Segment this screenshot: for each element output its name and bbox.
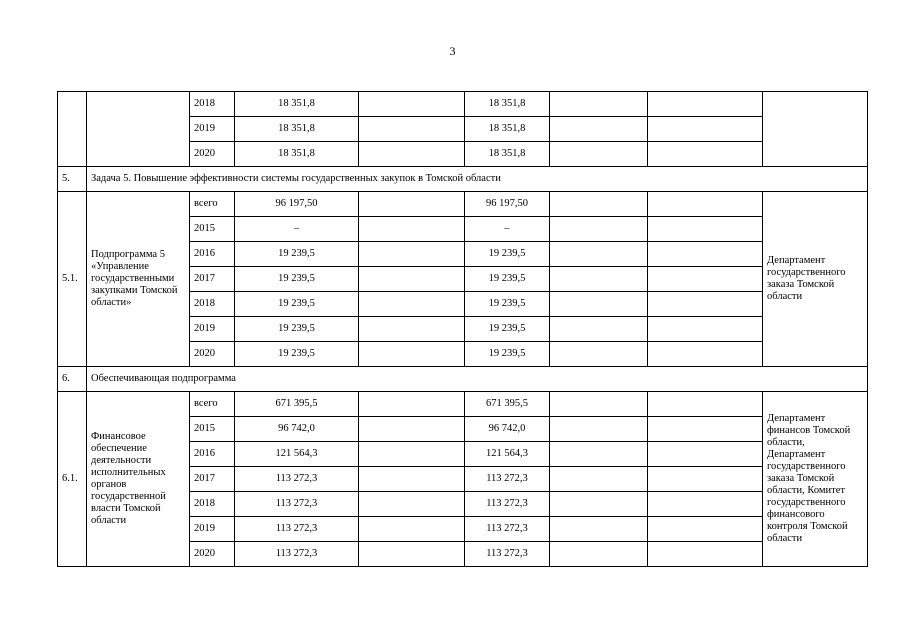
cell-other	[648, 467, 763, 492]
cell-other	[648, 217, 763, 242]
cell-federal	[359, 217, 465, 242]
cell-federal	[359, 92, 465, 117]
cell-year: 2015	[190, 417, 235, 442]
cell-local	[550, 517, 648, 542]
cell-local	[550, 142, 648, 167]
cell-regional: 19 239,5	[465, 292, 550, 317]
cell-federal	[359, 192, 465, 217]
task-number: 5.	[58, 167, 87, 192]
cell-total: 96 197,50	[235, 192, 359, 217]
cell-regional: 671 395,5	[465, 392, 550, 417]
cell-local	[550, 492, 648, 517]
responsible-executor: Департамент финансов Томской области, Департамент государственного заказа Томской области, Комитет государственного финансового контроля Томской области	[763, 392, 868, 567]
task-title: Обеспечивающая подпрограмма	[87, 367, 868, 392]
table-row	[58, 192, 868, 217]
cell-regional: 96 197,50	[465, 192, 550, 217]
cell-total: 18 351,8	[235, 117, 359, 142]
cell-year: всего	[190, 192, 235, 217]
cell-regional: 113 272,3	[465, 542, 550, 567]
cell-year: 2019	[190, 117, 235, 142]
subprogram-name: Подпрограмма 5 «Управление государственными закупками Томской области»	[87, 192, 190, 367]
cell-year: 2016	[190, 242, 235, 267]
cell-local	[550, 267, 648, 292]
cell-other	[648, 142, 763, 167]
cell-total: 19 239,5	[235, 267, 359, 292]
cell-local	[550, 317, 648, 342]
cell-other	[648, 542, 763, 567]
cell-other	[648, 117, 763, 142]
subprogram-number: 5.1.	[58, 192, 87, 367]
cell-local	[550, 467, 648, 492]
cell-federal	[359, 417, 465, 442]
cell-year: 2018	[190, 292, 235, 317]
cell-other	[648, 392, 763, 417]
table-row	[58, 392, 868, 417]
cell-federal	[359, 117, 465, 142]
cell-other	[648, 92, 763, 117]
cell-regional: 19 239,5	[465, 317, 550, 342]
cell-federal	[359, 392, 465, 417]
subprogram-number: 6.1.	[58, 392, 87, 567]
cell-other	[648, 267, 763, 292]
cell-regional: 18 351,8	[465, 117, 550, 142]
cell-regional: 19 239,5	[465, 267, 550, 292]
cell-year: 2017	[190, 467, 235, 492]
cell-responsible	[763, 92, 868, 167]
cell-regional: 18 351,8	[465, 142, 550, 167]
cell-total: 113 272,3	[235, 467, 359, 492]
page-number: 3	[449, 44, 456, 58]
cell-other	[648, 192, 763, 217]
cell-federal	[359, 142, 465, 167]
cell-federal	[359, 267, 465, 292]
cell-total: 96 742,0	[235, 417, 359, 442]
cell-federal	[359, 242, 465, 267]
cell-federal	[359, 292, 465, 317]
cell-year: 2017	[190, 267, 235, 292]
cell-regional: 19 239,5	[465, 342, 550, 367]
cell-regional: –	[465, 217, 550, 242]
cell-federal	[359, 517, 465, 542]
cell-other	[648, 242, 763, 267]
cell-total: 113 272,3	[235, 542, 359, 567]
cell-total: 18 351,8	[235, 142, 359, 167]
cell-regional: 113 272,3	[465, 492, 550, 517]
cell-local	[550, 117, 648, 142]
table-row	[58, 92, 868, 117]
cell-local	[550, 542, 648, 567]
cell-year: 2019	[190, 317, 235, 342]
cell-total: 113 272,3	[235, 517, 359, 542]
cell-total: 19 239,5	[235, 317, 359, 342]
cell-federal	[359, 542, 465, 567]
cell-year: 2020	[190, 342, 235, 367]
cell-federal	[359, 492, 465, 517]
cell-other	[648, 492, 763, 517]
cell-total: –	[235, 217, 359, 242]
cell-other	[648, 442, 763, 467]
cell-total: 19 239,5	[235, 342, 359, 367]
cell-year: 2018	[190, 492, 235, 517]
cell-regional: 113 272,3	[465, 517, 550, 542]
subprogram-name: Финансовое обеспечение деятельности исполнительных органов государственной власти Томской области	[87, 392, 190, 567]
budget-table	[57, 91, 868, 567]
cell-total: 121 564,3	[235, 442, 359, 467]
cell-year: 2018	[190, 92, 235, 117]
cell-federal	[359, 317, 465, 342]
cell-total: 18 351,8	[235, 92, 359, 117]
cell-other	[648, 417, 763, 442]
cell-other	[648, 292, 763, 317]
responsible-executor: Департамент государственного заказа Томской области	[763, 192, 868, 367]
cell-local	[550, 342, 648, 367]
cell-year: всего	[190, 392, 235, 417]
cell-regional: 19 239,5	[465, 242, 550, 267]
cell-name	[87, 92, 190, 167]
cell-local	[550, 417, 648, 442]
cell-local	[550, 292, 648, 317]
task-row	[58, 367, 868, 392]
cell-total: 19 239,5	[235, 292, 359, 317]
cell-federal	[359, 442, 465, 467]
cell-federal	[359, 342, 465, 367]
cell-year: 2019	[190, 517, 235, 542]
cell-local	[550, 92, 648, 117]
task-title: Задача 5. Повышение эффективности системы государственных закупок в Томской области	[87, 167, 868, 192]
cell-other	[648, 342, 763, 367]
cell-year: 2020	[190, 142, 235, 167]
cell-regional: 113 272,3	[465, 467, 550, 492]
task-row	[58, 167, 868, 192]
cell-total: 113 272,3	[235, 492, 359, 517]
cell-other	[648, 317, 763, 342]
cell-other	[648, 517, 763, 542]
cell-total: 671 395,5	[235, 392, 359, 417]
task-number: 6.	[58, 367, 87, 392]
cell-total: 19 239,5	[235, 242, 359, 267]
cell-local	[550, 242, 648, 267]
cell-regional: 96 742,0	[465, 417, 550, 442]
cell-local	[550, 217, 648, 242]
cell-regional: 121 564,3	[465, 442, 550, 467]
cell-local	[550, 442, 648, 467]
cell-year: 2015	[190, 217, 235, 242]
cell-year: 2016	[190, 442, 235, 467]
cell-num	[58, 92, 87, 167]
cell-local	[550, 392, 648, 417]
cell-federal	[359, 467, 465, 492]
cell-year: 2020	[190, 542, 235, 567]
cell-local	[550, 192, 648, 217]
cell-regional: 18 351,8	[465, 92, 550, 117]
